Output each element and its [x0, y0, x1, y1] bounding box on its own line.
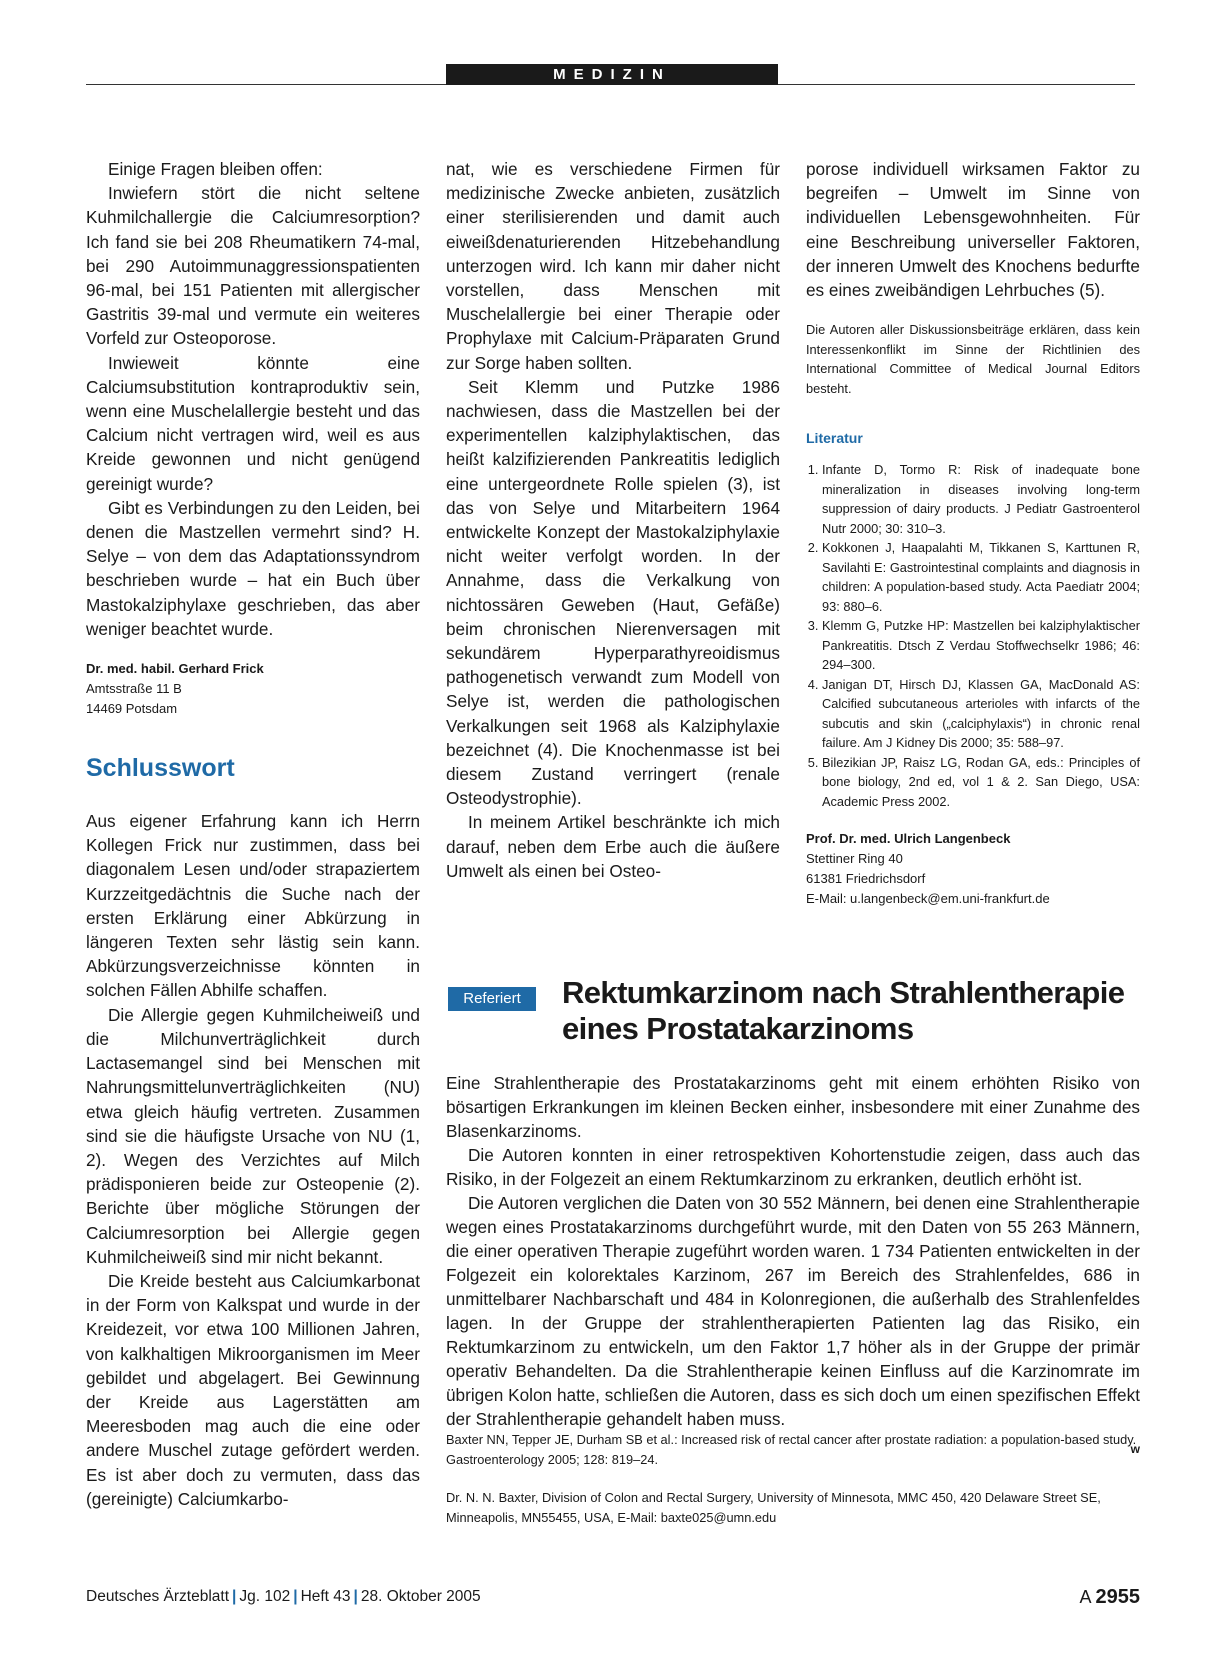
paragraph: Inwieweit könnte eine Calciumsubstitution kontraproduktiv sein, wenn eine Muschelallergie besteht und das Calcium nicht vertragen wird, weil es aus Kreide gewonnen und nicht genügend gereinigt wurde?	[86, 352, 420, 494]
page-number-value: 2955	[1095, 1586, 1140, 1608]
article-tag: Referiert	[448, 987, 536, 1011]
article-title-line: eines Prostatakarzinoms	[562, 1011, 914, 1046]
volume: Jg. 102	[239, 1588, 291, 1605]
column-2	[446, 157, 780, 883]
separator: |	[232, 1588, 237, 1605]
paragraph: Die Allergie gegen Kuhmilcheiweiß und die Milchunverträglichkeit durch Lactasemangel sind bei Menschen mit Nahrungsmittelunverträglichkeiten (NU) etwa gleich häufig vertreten. Zusammen sind sie die häufigste Ursache von NU (1, 2). Wegen des Verzichtes auf Milch prädisponieren beide zur Osteopenie (2). Berichte über mögliche Störungen der Calciumresorption bei Allergie gegen Kuhmilcheiweiß sind mir nicht bekannt.	[86, 1004, 420, 1267]
reference-item: 4. Janigan DT, Hirsch DJ, Klassen GA, MacDonald AS: Calcified subcutaneous arterioles with infarcts of the subcutis and skin („calciphylaxis“) in chronic renal failure. Am J Kidney Dis 2000; 35: 588–97.	[822, 675, 1140, 753]
literature-heading: Literatur	[806, 430, 863, 447]
paragraph: Gibt es Verbindungen zu den Leiden, bei denen die Mastzellen vermehrt sind? H. Selye – von dem das Adaptationssyndrom beschrieben wurde – hat ein Buch über Mastokalziphylaxe geschrieben, das aber weniger beachtet wurde.	[86, 497, 420, 639]
paragraph: Die Autoren verglichen die Daten von 30 552 Männern, bei denen eine Strahlentherapie wegen eines Prostatakarzinoms durchgeführt wurde, mit den Daten von 55 263 Männern, die einer operativen Therapie zugeführt worden waren. 1 734 Patienten entwickelten in der Folgezeit ein kolorektales Karzinom, 267 im Bereich des Strahlenfeldes, 686 in unmittelbarer Nachbarschaft und 484 in Kolonregionen, die außerhalb des Strahlenfeldes lagen. In der Gruppe der strahlentherapierten Patienten lag das Risiko, ein Rektumkarzinom zu entwickeln, um den Faktor 1,7 höher als in der Gruppe der primär operativ Behandelten. Da die Strahlentherapie keinen Einfluss auf die Karzinomrate im übrigen Kolon hatte, schließen die Autoren, dass es sich doch um einen spezifischen Effekt der Strahlentherapie gehandelt haben muss.	[446, 1193, 1140, 1429]
paragraph: nat, wie es verschiedene Firmen für medizinische Zwecke anbieten, zusätzlich einer sterilisierenden und damit auch eiweißdenaturierenden Hitzebehandlung unterzogen wird. Ich kann mir daher nicht vorstellen, dass Menschen mit Muschelallergie bei einer Therapie oder Prophylaxe mit Calcium-Präparaten Grund zur Sorge haben sollten.	[446, 159, 780, 373]
reference-item: 1. Infante D, Tormo R: Risk of inadequate bone mineralization in diseases involving long-term suppression of dairy products. J Pediatr Gastroenterol Nutr 2000; 30: 310–3.	[822, 460, 1140, 538]
paragraph: Seit Klemm und Putzke 1986 nachwiesen, dass die Mastzellen bei der experimentellen kalziphylaktischen, das heißt kalzifizierenden Pankreatitis lediglich eine untergeordnete Rolle spielen (3), ist das von Selye und Mitarbeitern 1964 entwickelte Konzept der Mastokalziphylaxie nicht weiter verfolgt worden. In der Annahme, dass die Verkalkung von nichtossären Geweben (Haut, Gefäße) beim chronischen Nierenversagen mit sekundärem Hyperparathyreoidismus pathogenetisch verwandt zum Modell von Selye ist, werden die pathologischen Verkalkungen seit 1968 als Kalziphylaxie bezeichnet (4). Die Knochenmasse ist bei diesem Zustand verringert (renale Osteodystrophie).	[446, 376, 780, 809]
reference-item: 5. Bilezikian JP, Raisz LG, Rodan GA, eds.: Principles of bone biology, 2nd ed, vol 1 & 2. San Diego, USA: Academic Press 2002.	[822, 753, 1140, 812]
section-label: MEDIZIN	[446, 64, 778, 85]
separator: |	[293, 1588, 298, 1605]
page-footer	[86, 1588, 1140, 1606]
journal-name: Deutsches Ärzteblatt	[86, 1588, 230, 1605]
page-prefix: A	[1079, 1587, 1091, 1607]
signature-street: Stettiner Ring 40	[806, 851, 903, 867]
signature-street: Amtsstraße 11 B	[86, 681, 182, 697]
conflict-disclosure: Die Autoren aller Diskussionsbeiträge erklären, dass kein Interessenkonflikt im Sinne der Richtlinien des International Committee of Medical Journal Editors besteht.	[806, 322, 1140, 396]
paragraph: Die Kreide besteht aus Calciumkarbonat in der Form von Kalkspat und wurde in der Kreidezeit, vor etwa 100 Millionen Jahren, von kalkhaltigen Mikroorganismen im Meer gebildet und abgelagert. Bei Gewinnung der Kreide aus Lagerstätten am Meeresboden mag auch die eine oder andere Muschel zutage gefördert werden. Es ist aber doch zu vermuten, dass das (gereinigte) Calciumkarbo-	[86, 1270, 420, 1509]
article-title	[562, 975, 1142, 1047]
reference-item: 2. Kokkonen J, Haapalahti M, Tikkanen S, Karttunen R, Savilahti E: Gastrointestinal complaints and diagnosis in children: A population-based study. Acta Paediatr 2004; 93: 880–6.	[822, 538, 1140, 616]
signature-city: 61381 Friedrichsdorf	[806, 871, 926, 887]
issue-date: 28. Oktober 2005	[360, 1588, 481, 1605]
paragraph: Einige Fragen bleiben offen:	[108, 159, 323, 179]
column-3	[806, 157, 1140, 909]
paragraph: Inwiefern stört die nicht seltene Kuhmilchallergie die Calciumresorption? Ich fand sie bei 208 Rheumatikern 74-mal, bei 290 Autoimmunaggressionspatienten 96-mal, bei 151 Patienten mit allergischer Gastritis 39-mal und vermute ein weiteres Vorfeld zur Osteoporose.	[86, 183, 420, 349]
article-contact: Dr. N. N. Baxter, Division of Colon and Rectal Surgery, University of Minnesota, MMC 450, 420 Delaware Street SE, Minneapolis, MN55455, USA, E-Mail: baxte025@umn.edu	[446, 1490, 1101, 1525]
page-number	[1079, 1586, 1140, 1609]
article-body	[446, 1071, 1140, 1461]
paragraph: In meinem Artikel beschränkte ich mich darauf, neben dem Erbe auch die äußere Umwelt als einen bei Osteo-	[446, 812, 780, 881]
article-citation: Baxter NN, Tepper JE, Durham SB et al.: Increased risk of rectal cancer after prostate radiation: a population-based study. Gastroenterology 2005; 128: 819–24.	[446, 1432, 1137, 1467]
reference-item: 3. Klemm G, Putzke HP: Mastzellen bei kalziphylaktischer Pankreatitis. Dtsch Z Verdau Stoffwechselkr 1986; 46: 294–300.	[822, 616, 1140, 675]
author-mark: w	[1130, 1442, 1140, 1456]
signature-name: Dr. med. habil. Gerhard Frick	[86, 661, 264, 677]
column-1	[86, 157, 420, 1511]
issue: Heft 43	[300, 1588, 351, 1605]
paragraph: Die Autoren konnten in einer retrospektiven Kohortenstudie zeigen, dass auch das Risiko, in der Folgezeit an einem Rektumkarzinom zu erkranken, deutlich erhöht ist.	[446, 1145, 1140, 1189]
schlusswort-heading: Schlusswort	[86, 754, 235, 783]
article-title-line: Rektumkarzinom nach Strahlentherapie	[562, 975, 1125, 1010]
letter-signature	[86, 659, 420, 719]
reference-list	[806, 460, 1140, 811]
paragraph: Eine Strahlentherapie des Prostatakarzinoms geht mit einem erhöhten Risiko von bösartigen Erkrankungen im kleinen Becken einher, insbesondere mit einer Zunahme des Blasenkarzinoms.	[446, 1073, 1140, 1141]
paragraph: porose individuell wirksamen Faktor zu begreifen – Umwelt im Sinne von individuellen Lebensgewohnheiten. Für eine Beschreibung universeller Faktoren, der inneren Umwelt des Knochens bedurfte es eines zweibändigen Lehrbuches (5).	[806, 159, 1140, 301]
paragraph: Aus eigener Erfahrung kann ich Herrn Kollegen Frick nur zustimmen, dass bei diagonalem Lesen und/oder strapaziertem Kurzzeitgedächtnis die Suche nach der ersten Erklärung einer Abkürzung in längeren Texten sehr lästig sein kann. Abkürzungsverzeichnisse könnten in solchen Fällen Abhilfe schaffen.	[86, 811, 420, 1001]
signature-city: 14469 Potsdam	[86, 701, 178, 717]
reply-signature	[806, 829, 1140, 909]
signature-email: E-Mail: u.langenbeck@em.uni-frankfurt.de	[806, 891, 1050, 907]
separator: |	[353, 1588, 358, 1605]
signature-name: Prof. Dr. med. Ulrich Langenbeck	[806, 831, 1011, 847]
